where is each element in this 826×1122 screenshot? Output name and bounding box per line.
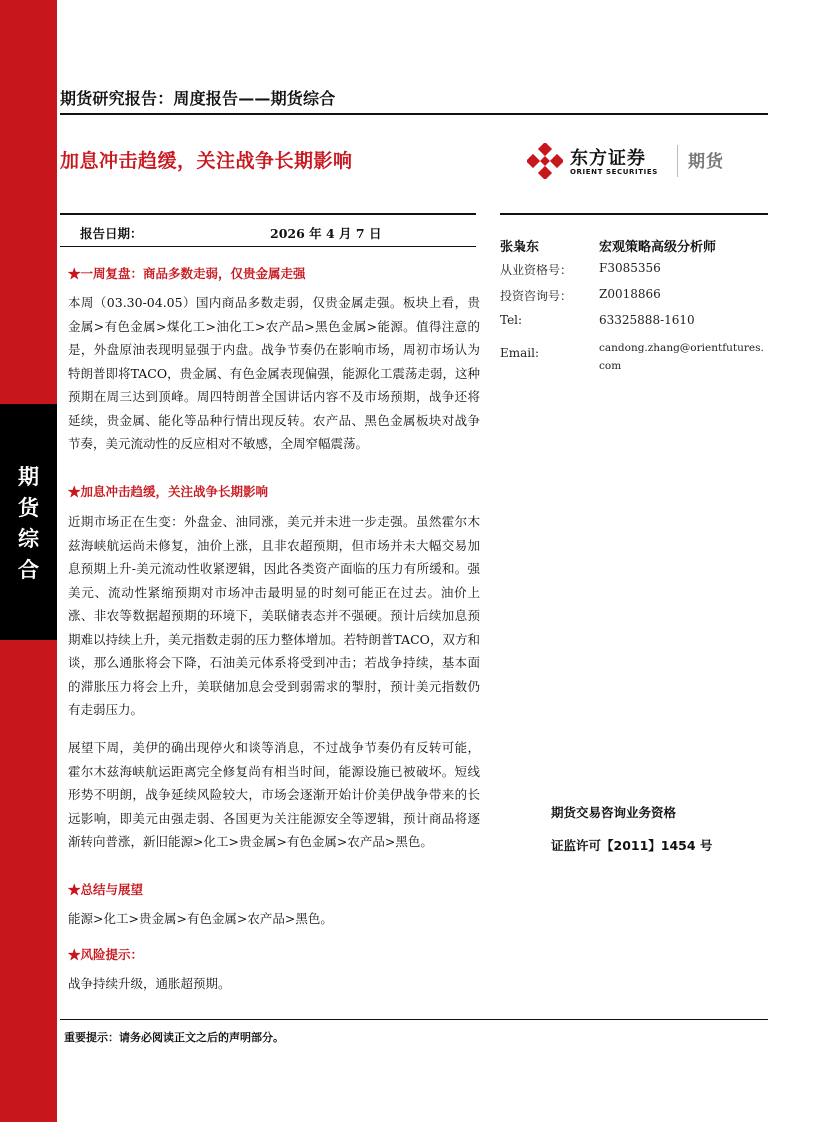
orient-logo-icon xyxy=(527,143,563,179)
section-paragraph: 展望下周，美伊的确出现停火和谈等消息，不过战争节奏仍有反转可能，霍尔木兹海峡航运距离完全修复尚有相当时间，能源设施已被破坏。短线形势不明朗，战争延续风险较大，市场会逐渐开始计价美伊战争带来的长远影响，即美元由强走弱、各国更为关注能源安全等逻辑，预计商品将逐渐转向普涨，新旧能源>化工>贵金属>有色金属>农产品>黑色。 xyxy=(68,740,480,849)
report-date-value: 2026 年 4 月 7 日 xyxy=(270,226,382,241)
footer-divider xyxy=(60,1019,768,1020)
section-heading: ★风险提示： xyxy=(68,947,144,962)
logo-name-cn: 东方证券 xyxy=(570,148,646,169)
logo-separator xyxy=(677,145,678,177)
license-line-1: 期货交易咨询业务资格 xyxy=(551,805,677,820)
logo-division: 期货 xyxy=(688,152,724,172)
section-paragraph: 本周（03.30-04.05）国内商品多数走弱，仅贵金属走强。板块上看，贵金属>有色金属>煤化工>油化工>农产品>黑色金属>能源。值得注意的是，外盘原油表现明显强于内盘。战争节奏仍在影响市场，周初市场认为特朗普即将TACO，贵金属、有色金属表现偏强，能源化工震荡走弱，这种预期在周三达到顶峰。周四特朗普全国讲话内容不及市场预期，战争还将延续，贵金属、能化等品种行情出现反转。农产品、黑色金属板块对战争节奏，美元流动性的反应相对不敏感，全周窄幅震荡。 xyxy=(68,295,480,451)
section-paragraph: 能源>化工>贵金属>有色金属>农产品>黑色。 xyxy=(68,911,333,926)
license-line-2: 证监许可【2011】1454 号 xyxy=(551,838,713,853)
email-label: Email: xyxy=(500,346,540,360)
email-value[interactable]: candong.zhang@orientfutures.com xyxy=(599,342,764,372)
analyst-title: 宏观策略高级分析师 xyxy=(599,240,717,255)
consult-label: 投资咨询号： xyxy=(500,289,573,303)
category-label xyxy=(0,462,57,586)
section-heading: ★加息冲击趋缓，关注战争长期影响 xyxy=(68,484,269,499)
tel-value: 63325888-1610 xyxy=(599,313,695,327)
company-logo xyxy=(527,143,767,183)
category-char: 货 xyxy=(18,496,39,520)
tel-label: Tel: xyxy=(500,313,523,327)
logo-name-en: ORIENT SECURITIES xyxy=(570,168,658,176)
disclaimer-note: 重要提示：请务必阅读正文之后的声明部分。 xyxy=(64,1031,284,1044)
category-char: 期 xyxy=(18,465,39,489)
report-type-header: 期货研究报告：周度报告——期货综合 xyxy=(60,89,336,108)
category-char: 综 xyxy=(18,527,39,551)
section-paragraph: 战争持续升级，通胀超预期。 xyxy=(68,976,231,991)
analyst-name: 张枭东 xyxy=(500,240,540,255)
sidebar-column-divider xyxy=(500,213,768,215)
category-char: 合 xyxy=(18,558,39,582)
date-divider xyxy=(60,246,476,247)
report-date-label: 报告日期： xyxy=(80,226,143,241)
section-heading: ★总结与展望 xyxy=(68,882,144,897)
page-title: 加息冲击趋缓，关注战争长期影响 xyxy=(60,150,353,172)
header-divider xyxy=(60,113,768,115)
cert-label: 从业资格号： xyxy=(500,263,573,277)
main-column-divider xyxy=(60,213,476,215)
section-paragraph: 近期市场正在生变：外盘金、油同涨，美元并未进一步走强。虽然霍尔木兹海峡航运尚未修复，油价上涨，且非农超预期，但市场并未大幅交易加息预期上升-美元流动性收紧逻辑，因此各类资产面临的压力有所缓和。强美元、流动性紧缩预期对市场冲击最明显的时刻可能正在过去。油价上涨、非农等数据超预期的环境下，美联储表态并不强硬。预计后续加息预期难以持续上升，美元指数走弱的压力整体增加。若特朗普TACO，双方和谈，那么通胀将会下降，石油美元体系将受到冲击；若战争持续，基本面的滞胀压力将会上升，美联储加息会受到弱需求的掣肘，预计美元指数仍有走弱压力。 xyxy=(68,514,480,717)
section-heading: ★一周复盘：商品多数走弱，仅贵金属走强 xyxy=(68,266,306,281)
cert-value: F3085356 xyxy=(599,261,661,275)
consult-value: Z0018866 xyxy=(599,287,661,301)
